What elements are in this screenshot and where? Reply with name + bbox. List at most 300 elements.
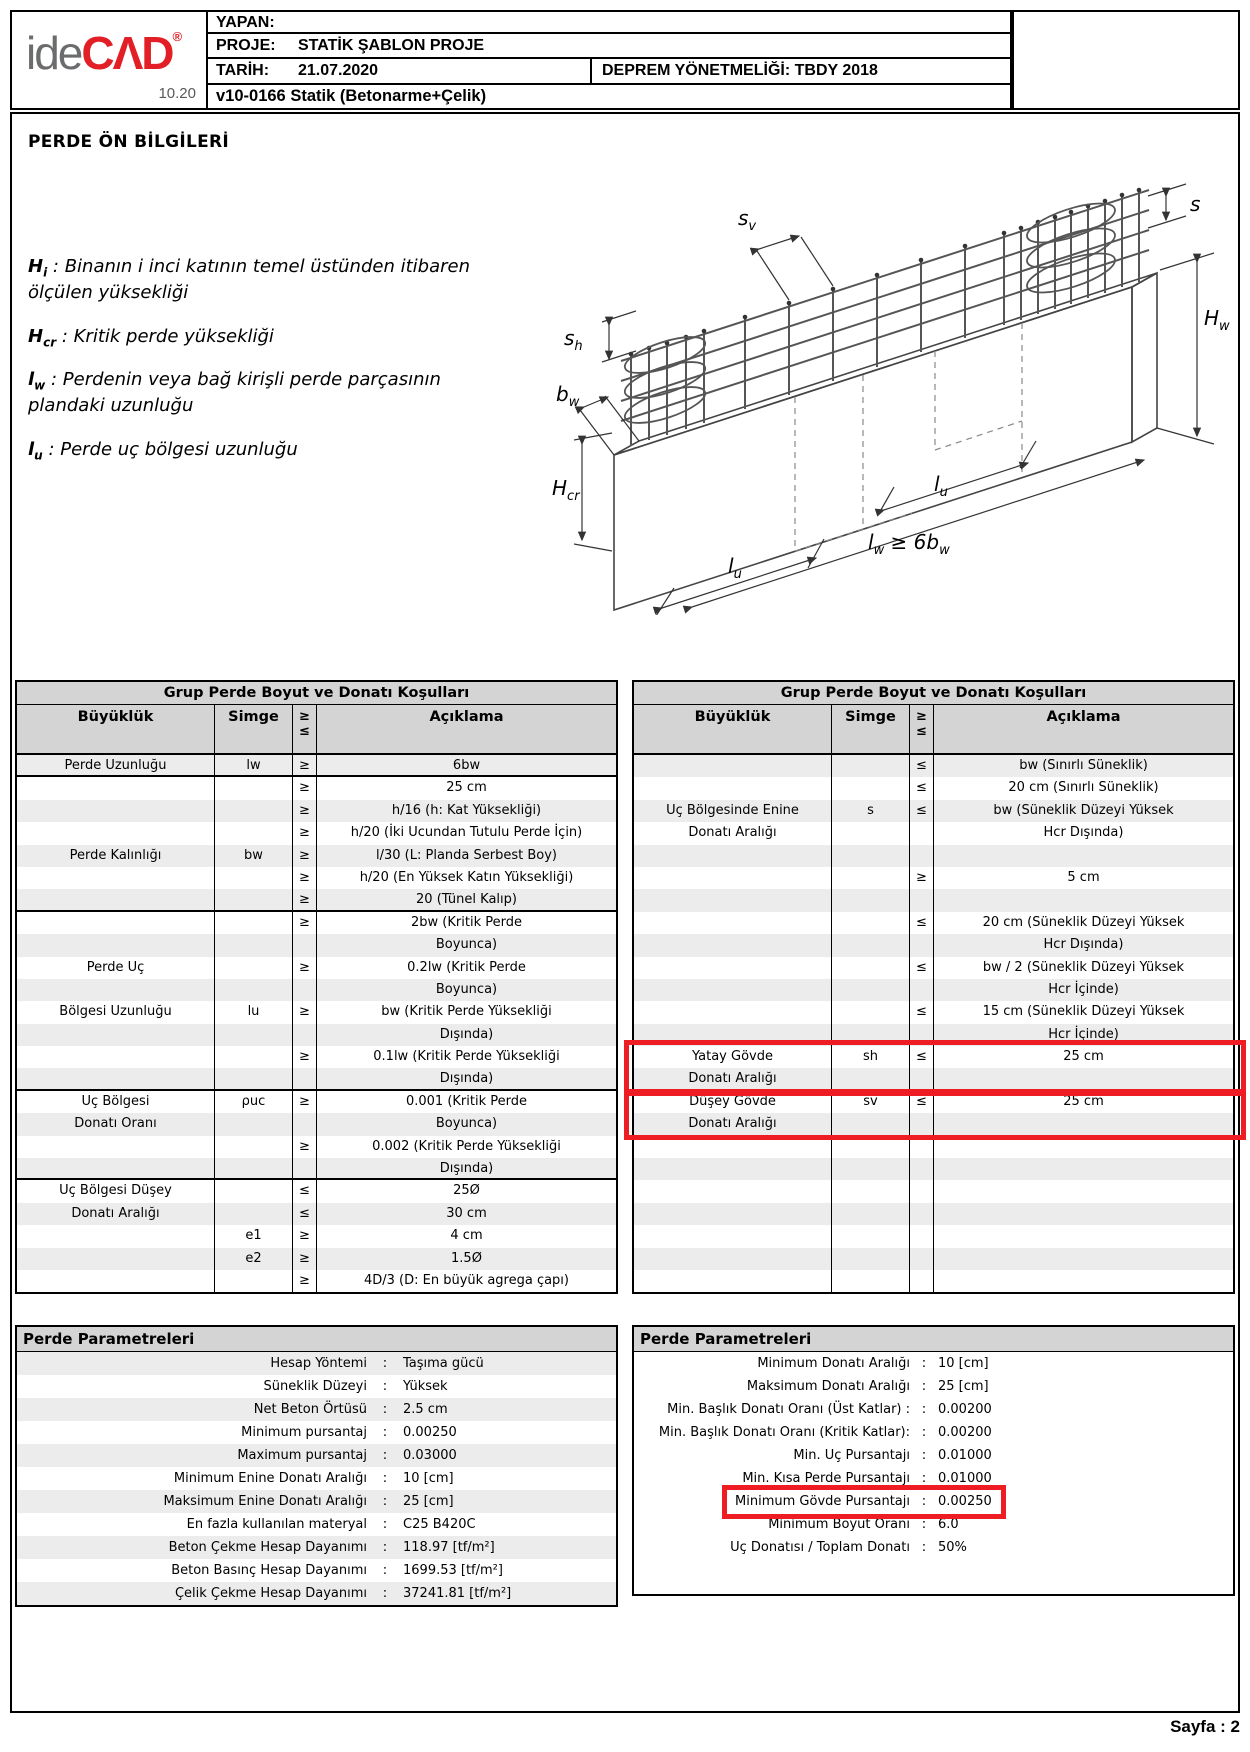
- dim-label-hcr: $H_{cr}$: [552, 476, 580, 504]
- header-row-yapan: [208, 12, 1010, 34]
- cell-simge: [832, 957, 910, 979]
- cell-buyukluk: [17, 777, 215, 799]
- def-term: H: [28, 256, 44, 277]
- param-label: Maksimum Donatı Aralığı: [746, 1379, 910, 1394]
- cell-simge: bw: [215, 845, 293, 867]
- cell-aciklama: l/30 (L: Planda Serbest Boy): [376, 847, 557, 863]
- param-label: Minimum Gövde Pursantajı: [735, 1494, 910, 1509]
- table-row: [17, 1225, 616, 1247]
- cell-aciklama: 0.001 (Kritik Perde: [405, 1093, 527, 1109]
- cell-simge: e2: [215, 1248, 293, 1270]
- cell-aciklama: 0.002 (Kritik Perde Yüksekliği: [372, 1138, 561, 1154]
- cell-buyukluk: [634, 889, 832, 911]
- param-row: [634, 1375, 1233, 1398]
- cell-simge: [215, 957, 293, 979]
- table-row: [17, 777, 616, 799]
- cell-op: [910, 979, 934, 1001]
- cell-buyukluk: [634, 912, 832, 934]
- table-row: [634, 822, 1233, 844]
- table-row: [634, 1091, 1233, 1113]
- param-value: 37241.81 [tf/m²]: [403, 1586, 512, 1601]
- param-colon: :: [921, 1471, 927, 1486]
- cell-aciklama: 4 cm: [450, 1228, 483, 1244]
- def-text: : Perde uç bölgesi uzunluğu: [42, 439, 298, 460]
- software-version-line: v10-0166 Statik (Betonarme+Çelik): [216, 87, 487, 105]
- param-label: Min. Kısa Perde Pursantajı: [742, 1471, 910, 1486]
- table-column-headers: [17, 705, 616, 755]
- param-label: Beton Çekme Hesap Dayanımı: [168, 1540, 367, 1555]
- param-row: [634, 1490, 1233, 1513]
- cell-aciklama: 6bw: [452, 758, 481, 773]
- param-label: Maksimum Enine Donatı Aralığı: [163, 1494, 367, 1509]
- deprem-yonetmeligi: DEPREM YÖNETMELİĞİ: TBDY 2018: [590, 59, 878, 83]
- def-sub: cr: [43, 335, 57, 350]
- param-label: Beton Basınç Hesap Dayanımı: [171, 1563, 367, 1578]
- param-row: [17, 1467, 616, 1490]
- param-colon: :: [382, 1379, 388, 1394]
- param-row: [17, 1536, 616, 1559]
- cell-aciklama: [934, 1180, 1233, 1202]
- conditions-table-right: [632, 680, 1235, 1294]
- cell-simge: [832, 1180, 910, 1202]
- cell-simge: [215, 777, 293, 799]
- cell-aciklama: [934, 889, 1233, 911]
- cell-op: [910, 1068, 934, 1090]
- table-row: [634, 755, 1233, 777]
- cell-buyukluk: Bölgesi Uzunluğu: [17, 1001, 215, 1023]
- param-row: [17, 1444, 616, 1467]
- table-row: [634, 979, 1233, 1001]
- param-value: 0.00250: [403, 1425, 457, 1440]
- param-value: Taşıma gücü: [403, 1356, 484, 1371]
- param-value: 10 [cm]: [938, 1356, 989, 1371]
- yapan-label: YAPAN:: [216, 14, 275, 31]
- cell-buyukluk: [17, 1046, 215, 1068]
- cell-simge: [832, 867, 910, 889]
- param-colon: :: [382, 1494, 388, 1509]
- cell-buyukluk: [634, 755, 832, 777]
- cell-aciklama: [934, 1068, 1233, 1090]
- cell-aciklama: 20 (Tünel Kalıp): [416, 892, 517, 908]
- cell-aciklama: Hcr Dışında): [1043, 825, 1124, 841]
- param-colon: :: [382, 1563, 388, 1578]
- table-row: [17, 822, 616, 844]
- param-colon: :: [382, 1448, 388, 1463]
- col-header-buyukluk: Büyüklük: [17, 705, 215, 753]
- cell-op: ≤: [910, 1091, 934, 1113]
- def-term: l: [28, 439, 35, 460]
- col-header-simge: Simge: [215, 705, 293, 753]
- cell-buyukluk: Uç Bölgesi: [17, 1091, 215, 1113]
- table-row: [634, 777, 1233, 799]
- tarih-value: 21.07.2020: [298, 62, 379, 79]
- table-row: [634, 1046, 1233, 1068]
- cell-buyukluk: [17, 867, 215, 889]
- table-row: [634, 1068, 1233, 1090]
- cell-buyukluk: [634, 1024, 832, 1046]
- cell-op: [910, 1113, 934, 1135]
- dim-label-lu-right: $l_u$: [934, 472, 948, 500]
- table-body: [17, 755, 616, 1292]
- dim-label-hw: $H_w$: [1204, 306, 1230, 334]
- cell-op: [910, 1203, 934, 1225]
- cell-buyukluk: [634, 934, 832, 956]
- cell-op: [910, 1270, 934, 1292]
- params-body: [17, 1352, 616, 1605]
- param-value: 0.00200: [938, 1402, 992, 1417]
- cell-aciklama: [934, 1270, 1233, 1292]
- cell-buyukluk: [634, 1001, 832, 1023]
- table-row: [17, 755, 616, 777]
- param-label: Maximum pursantaj: [237, 1448, 367, 1463]
- cell-buyukluk: [634, 1270, 832, 1292]
- param-value: 50%: [938, 1540, 967, 1555]
- header-row-tarih: [208, 59, 1010, 85]
- table-row: [634, 1180, 1233, 1202]
- param-value: 0.03000: [403, 1448, 457, 1463]
- params-title: Perde Parametreleri: [17, 1327, 616, 1352]
- cell-op: ≤: [910, 755, 934, 777]
- cell-op: ≥: [293, 777, 317, 799]
- cell-simge: [215, 934, 293, 956]
- cell-buyukluk: Yatay Gövde: [634, 1046, 832, 1068]
- table-row: [17, 1203, 616, 1225]
- table-row: [17, 934, 616, 956]
- cell-aciklama: 30 cm: [446, 1205, 487, 1221]
- param-colon: :: [382, 1517, 388, 1532]
- col-header-simge: Simge: [832, 705, 910, 753]
- cell-simge: [215, 867, 293, 889]
- table-row: [634, 1248, 1233, 1270]
- cell-buyukluk: Donatı Aralığı: [634, 822, 832, 844]
- param-label: Min. Uç Pursantajı: [793, 1448, 910, 1463]
- cell-buyukluk: [634, 1158, 832, 1180]
- cell-buyukluk: Perde Uç: [17, 957, 215, 979]
- header-row-proje: [208, 34, 1010, 59]
- cell-op: [910, 1024, 934, 1046]
- cell-buyukluk: Perde Kalınlığı: [17, 845, 215, 867]
- table-row: [634, 912, 1233, 934]
- table-row: [17, 889, 616, 911]
- cell-buyukluk: [634, 1248, 832, 1270]
- cell-buyukluk: [17, 1270, 215, 1292]
- cell-buyukluk: [17, 1136, 215, 1158]
- param-label: Minimum pursantaj: [241, 1425, 367, 1440]
- cell-aciklama: 2bw (Kritik Perde: [411, 914, 522, 930]
- cell-simge: [832, 979, 910, 1001]
- col-header-buyukluk: Büyüklük: [634, 705, 832, 753]
- table-row: [17, 1024, 616, 1046]
- table-title: Grup Perde Boyut ve Donatı Koşulları: [17, 682, 616, 705]
- cell-buyukluk: Uç Bölgesinde Enine: [634, 800, 832, 822]
- param-value: C25 B420C: [403, 1517, 476, 1532]
- param-label: Süneklik Düzeyi: [263, 1379, 367, 1394]
- cell-aciklama: [934, 1158, 1233, 1180]
- param-row: [17, 1421, 616, 1444]
- cell-simge: [832, 845, 910, 867]
- table-column-headers: [634, 705, 1233, 755]
- cell-aciklama: Dışında): [439, 1026, 494, 1042]
- param-value: 1699.53 [tf/m²]: [403, 1563, 503, 1578]
- param-row: [17, 1490, 616, 1513]
- param-label: Hesap Yöntemi: [270, 1356, 367, 1371]
- cell-aciklama: Dışında): [439, 1071, 494, 1087]
- cell-aciklama: 25 cm: [1063, 1093, 1104, 1109]
- params-body: [634, 1352, 1233, 1559]
- dim-label-s: s: [1190, 192, 1201, 216]
- wall-parameters-left: [15, 1325, 618, 1607]
- cell-aciklama: bw (Kritik Perde Yüksekliği: [381, 1004, 552, 1020]
- cell-buyukluk: Donatı Oranı: [17, 1113, 215, 1135]
- cell-buyukluk: Uç Bölgesi Düşey: [17, 1180, 215, 1202]
- param-row: [634, 1352, 1233, 1375]
- cell-buyukluk: [17, 822, 215, 844]
- cell-simge: lu: [215, 1001, 293, 1023]
- cell-simge: [215, 1136, 293, 1158]
- param-row: [17, 1398, 616, 1421]
- table-row: [634, 934, 1233, 956]
- cell-simge: e1: [215, 1225, 293, 1247]
- cell-simge: [215, 1203, 293, 1225]
- logo-ide: ide: [26, 27, 82, 79]
- param-colon: :: [921, 1402, 927, 1417]
- cell-aciklama: 5 cm: [1067, 869, 1100, 885]
- def-text: : Perdenin veya bağ kirişli perde parçasının plandaki uzunluğu: [28, 369, 441, 416]
- cell-op: [910, 1248, 934, 1270]
- cell-op: ≥: [910, 867, 934, 889]
- cell-op: [910, 845, 934, 867]
- cell-simge: [832, 1136, 910, 1158]
- cell-simge: sv: [832, 1091, 910, 1113]
- cell-aciklama: [934, 1225, 1233, 1247]
- cell-aciklama: 25 cm: [446, 780, 487, 796]
- cell-aciklama: h/20 (En Yüksek Katın Yüksekliği): [359, 869, 574, 885]
- cell-simge: [832, 1068, 910, 1090]
- param-label: En fazla kullanılan materyal: [186, 1517, 367, 1532]
- cell-op: ≥: [293, 1248, 317, 1270]
- table-row: [17, 800, 616, 822]
- cell-buyukluk: [634, 1203, 832, 1225]
- cell-simge: [215, 1270, 293, 1292]
- wall-parameters-right: [632, 1325, 1235, 1596]
- table-title: Grup Perde Boyut ve Donatı Koşulları: [634, 682, 1233, 705]
- cell-op: [910, 1136, 934, 1158]
- table-row: [634, 845, 1233, 867]
- cell-simge: [832, 1203, 910, 1225]
- cell-aciklama: Hcr Dışında): [1043, 937, 1124, 953]
- param-row: [634, 1398, 1233, 1421]
- param-colon: :: [382, 1356, 388, 1371]
- cell-aciklama: Boyunca): [435, 937, 498, 953]
- param-label: Minimum Boyut Oranı: [768, 1517, 910, 1532]
- table-row: [17, 867, 616, 889]
- cell-op: ≤: [910, 1046, 934, 1068]
- cell-buyukluk: [17, 912, 215, 934]
- cell-buyukluk: [17, 934, 215, 956]
- cell-op: ≥: [293, 1046, 317, 1068]
- param-label: Min. Başlık Donatı Oranı (Üst Katlar) :: [667, 1402, 910, 1417]
- table-row: [17, 1001, 616, 1023]
- cell-buyukluk: [17, 979, 215, 1001]
- cell-aciklama: 15 cm (Süneklik Düzeyi Yüksek: [982, 1004, 1185, 1020]
- cell-aciklama: Hcr İçinde): [1048, 1026, 1119, 1042]
- cell-aciklama: 0.2lw (Kritik Perde: [407, 959, 526, 975]
- cell-op: [293, 979, 317, 1001]
- def-text: : Kritik perde yüksekliği: [56, 326, 274, 347]
- cell-buyukluk: [17, 1248, 215, 1270]
- table-row: [17, 1158, 616, 1180]
- param-value: 10 [cm]: [403, 1471, 454, 1486]
- cell-simge: [215, 1046, 293, 1068]
- cell-buyukluk: [17, 1158, 215, 1180]
- cell-simge: [832, 777, 910, 799]
- cell-aciklama: 4D/3 (D: En büyük agrega çapı): [363, 1272, 569, 1288]
- param-row: [634, 1421, 1233, 1444]
- cell-buyukluk: [634, 1225, 832, 1247]
- cell-buyukluk: [634, 957, 832, 979]
- cell-op: ≥: [293, 1136, 317, 1158]
- cell-simge: [832, 934, 910, 956]
- cell-aciklama: Hcr İçinde): [1048, 981, 1119, 997]
- cell-simge: [215, 1024, 293, 1046]
- shear-wall-diagram: [552, 110, 1245, 615]
- cell-simge: [832, 755, 910, 777]
- table-row: [17, 957, 616, 979]
- cell-simge: sh: [832, 1046, 910, 1068]
- param-colon: :: [382, 1471, 388, 1486]
- cell-op: ≥: [293, 800, 317, 822]
- param-row: [17, 1559, 616, 1582]
- table-row: [634, 1113, 1233, 1135]
- param-colon: :: [382, 1402, 388, 1417]
- param-colon: :: [921, 1494, 927, 1509]
- param-row: [17, 1582, 616, 1605]
- cell-simge: [832, 912, 910, 934]
- definition-lu: [28, 438, 518, 464]
- cell-buyukluk: Düşey Gövde: [634, 1091, 832, 1113]
- param-value: 0.00200: [938, 1425, 992, 1440]
- param-row: [634, 1513, 1233, 1536]
- cell-buyukluk: Perde Uzunluğu: [17, 755, 215, 777]
- param-row: [17, 1352, 616, 1375]
- cell-op: ≥: [293, 845, 317, 867]
- cell-simge: s: [832, 800, 910, 822]
- cell-simge: [215, 1158, 293, 1180]
- cell-op: [910, 822, 934, 844]
- cell-buyukluk: [17, 800, 215, 822]
- param-label: Uç Donatısı / Toplam Donatı: [730, 1540, 910, 1555]
- params-title: Perde Parametreleri: [634, 1327, 1233, 1352]
- cell-buyukluk: [17, 889, 215, 911]
- cell-aciklama: 25 cm: [1063, 1049, 1104, 1065]
- cell-aciklama: [934, 1136, 1233, 1158]
- cell-simge: [832, 1001, 910, 1023]
- cell-buyukluk: Donatı Aralığı: [634, 1113, 832, 1135]
- cell-op: [910, 889, 934, 911]
- cell-simge: [215, 822, 293, 844]
- cell-aciklama: 0.1lw (Kritik Perde Yüksekliği: [373, 1049, 560, 1065]
- logo-version: 10.20: [158, 85, 196, 102]
- cell-aciklama: 20 cm (Süneklik Düzeyi Yüksek: [982, 914, 1185, 930]
- cell-aciklama: bw / 2 (Süneklik Düzeyi Yüksek: [982, 959, 1185, 975]
- cell-op: [910, 1225, 934, 1247]
- cell-aciklama: [934, 1248, 1233, 1270]
- cell-op: ≤: [910, 1001, 934, 1023]
- cell-aciklama: h/16 (h: Kat Yüksekliği): [391, 802, 542, 818]
- cell-simge: [832, 1158, 910, 1180]
- cell-simge: [215, 1180, 293, 1202]
- cell-op: ≥: [293, 1225, 317, 1247]
- cell-op: [293, 1113, 317, 1135]
- col-header-op: ≥ ≤: [910, 705, 934, 753]
- dim-label-lw: $l_w \ge 6b_w$: [868, 530, 950, 558]
- table-row: [634, 867, 1233, 889]
- param-label: Net Beton Örtüsü: [253, 1402, 367, 1417]
- def-text: : Binanın i inci katının temel üstünden itibaren ölçülen yüksekliği: [28, 256, 470, 303]
- cell-simge: [215, 1113, 293, 1135]
- def-sub: i: [43, 265, 48, 280]
- def-sub: w: [34, 378, 46, 393]
- cell-buyukluk: [634, 1136, 832, 1158]
- param-colon: :: [921, 1356, 927, 1371]
- param-value: 2.5 cm: [403, 1402, 448, 1417]
- cell-simge: [215, 912, 293, 934]
- cell-op: ≥: [293, 867, 317, 889]
- cell-simge: [832, 1270, 910, 1292]
- param-value: 0.01000: [938, 1471, 992, 1486]
- cell-op: [293, 934, 317, 956]
- param-colon: :: [921, 1540, 927, 1555]
- table-row: [17, 1068, 616, 1090]
- cell-buyukluk: [17, 1024, 215, 1046]
- cell-simge: [215, 979, 293, 1001]
- cell-op: ≥: [293, 912, 317, 934]
- cell-op: ≥: [293, 1091, 317, 1113]
- param-label: Min. Başlık Donatı Oranı (Kritik Katlar):: [658, 1425, 910, 1440]
- param-label: Minimum Donatı Aralığı: [757, 1356, 910, 1371]
- table-row: [634, 889, 1233, 911]
- cell-aciklama: [934, 1203, 1233, 1225]
- cell-aciklama: [934, 845, 1233, 867]
- title-block-empty-cell: [1012, 10, 1240, 110]
- col-header-op: ≥ ≤: [293, 705, 317, 753]
- logo-cad: CΛD: [81, 27, 173, 79]
- cell-buyukluk: [634, 845, 832, 867]
- cell-buyukluk: Donatı Aralığı: [634, 1068, 832, 1090]
- cell-op: [293, 1024, 317, 1046]
- table-row: [634, 1001, 1233, 1023]
- col-header-aciklama: Açıklama: [429, 709, 504, 725]
- cell-op: [910, 1180, 934, 1202]
- param-label: Minimum Enine Donatı Aralığı: [173, 1471, 367, 1486]
- cell-op: [293, 1068, 317, 1090]
- table-row: [634, 1203, 1233, 1225]
- table-row: [634, 957, 1233, 979]
- header-row-version: [208, 85, 1010, 108]
- param-value: 6.0: [938, 1517, 959, 1532]
- cell-op: ≥: [293, 957, 317, 979]
- table-row: [17, 1091, 616, 1113]
- table-row: [17, 1113, 616, 1135]
- col-header-aciklama: Açıklama: [1046, 709, 1121, 725]
- param-row: [634, 1444, 1233, 1467]
- table-row: [634, 1270, 1233, 1292]
- param-row: [17, 1513, 616, 1536]
- cell-aciklama: Dışında): [439, 1161, 494, 1177]
- cell-op: ≤: [910, 912, 934, 934]
- param-value: Yüksek: [403, 1379, 448, 1394]
- cell-simge: lw: [215, 755, 293, 777]
